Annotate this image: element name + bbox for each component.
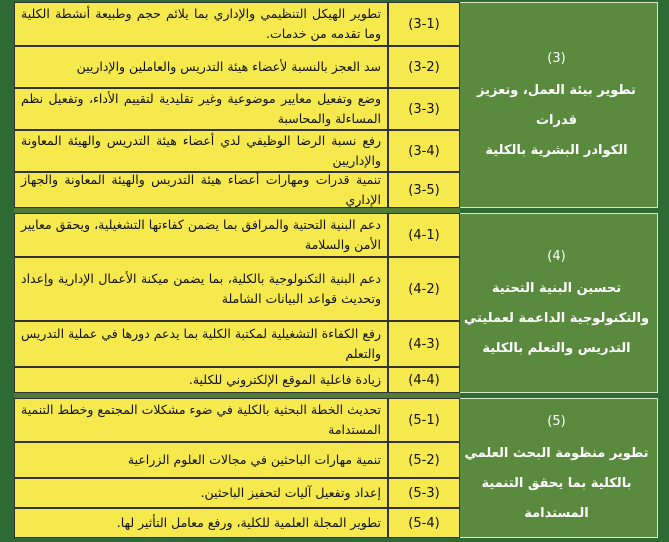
objective-code: (5-4) [388,508,460,538]
objective-text: إعداد وتفعيل آليات لتحفيز الباحثين. [14,478,388,508]
objective-text: رفع الكفاءة التشغيلية لمكتبة الكلية بما يدعم دورها في عملية التدريس والتعلم [14,321,388,367]
objective-code: (3-2) [388,46,460,88]
objective-text: تنمية مهارات الباحثين في مجالات العلوم الزراعية [14,442,388,478]
objective-text: تطوير المجلة العلمية للكلية، ورفع معامل التأثير لها. [14,508,388,538]
objective-code: (5-1) [388,398,460,442]
goal-title-line: تطوير بيئة العمل، وتعزيز قدرات [477,83,636,128]
objective-text: دعم البنية التحتية والمرافق بما يضمن كفاءتها التشغيلية، ويحقق معايير الأمن والسلامة [14,213,388,257]
goal-number: (5) [547,414,566,429]
goal-title-line: بالكلية بما يحقق التنمية [481,476,632,491]
objective-text: دعم البنية التكنولوجية بالكلية، بما يضمن ميكنة الأعمال الإدارية وإعداد وتحديث قواعد البيانات الشاملة [14,257,388,321]
strategy-table [4,0,664,542]
goal-number: (3) [547,51,566,66]
objective-text: زيادة فاعلية الموقع الإلكتروني للكلية. [14,367,388,393]
goal-title-line: تطوير منظومة البحث العلمي [464,446,649,461]
goal-3-cell [455,2,658,208]
objective-text: تطوير الهيكل التنظيمي والإداري بما يلائم حجم وطبيعة أنشطة الكلية وما تقدمه من خدمات. [14,2,388,46]
objective-code: (4-2) [388,257,460,321]
goal-5-cell [455,398,658,538]
objective-code: (3-5) [388,172,460,208]
objective-text: رفع نسبة الرضا الوظيفي لدي أعضاء هيئة التدريس والهيئة المعاونة والإداريين [14,130,388,172]
objective-text: تحديث الخطة البحثية بالكلية في ضوء مشكلات المجتمع وخطط التنمية المستدامة [14,398,388,442]
objective-code: (4-3) [388,321,460,367]
objective-code: (5-3) [388,478,460,508]
objective-text: سد العجز بالنسبة لأعضاء هيئة التدريس والعاملين والإداريين [14,46,388,88]
objective-code: (4-4) [388,367,460,393]
objective-code: (3-1) [388,2,460,46]
goal-title-line: المستدامة [524,506,589,521]
goal-title-line: الكوادر البشرية بالكلية [485,143,628,158]
objective-code: (5-2) [388,442,460,478]
objective-text: وضع وتفعيل معايير موضوعية وغير تقليدية لتقييم الأداء، وتفعيل نظم المساءلة والمحاسبة [14,88,388,130]
goal-title-line: التدريس والتعلم بالكلية [482,341,631,356]
objective-code: (3-4) [388,130,460,172]
goal-title-line: تحسين البنية التحتية [491,281,622,296]
objective-code: (4-1) [388,213,460,257]
goal-title-line: والتكنولوجية الداعمة لعمليتي [463,311,650,326]
objective-code: (3-3) [388,88,460,130]
objective-text: تنمية قدرات ومهارات أعضاء هيئة التدريس والهيئة المعاونة والجهاز الإداري [14,172,388,208]
goal-number: (4) [547,249,566,264]
goal-4-cell [455,213,658,393]
